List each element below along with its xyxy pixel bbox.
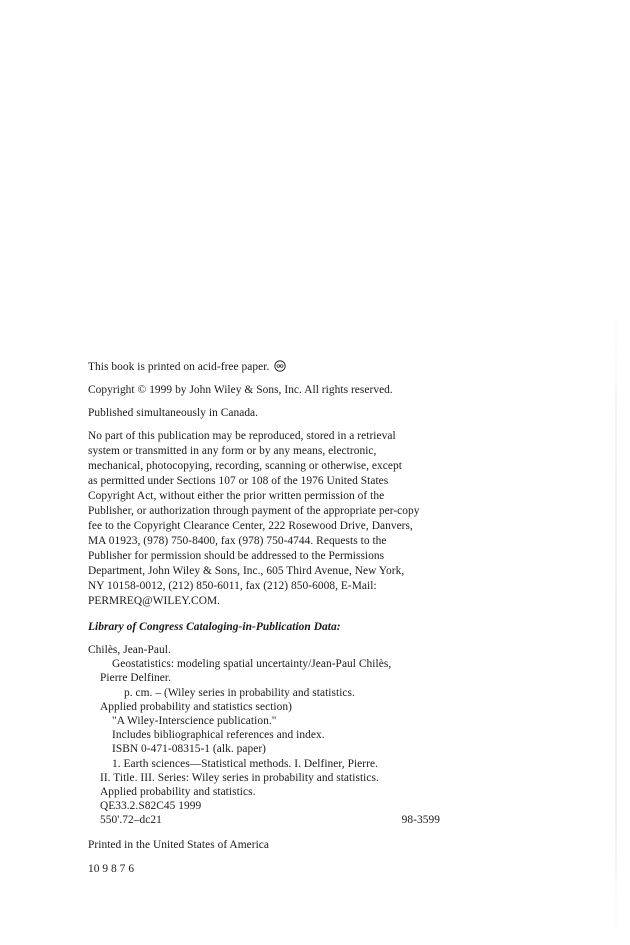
permissions-line: PERMREQ@WILEY.COM. xyxy=(88,595,221,607)
cip-line: Applied probability and statistics. xyxy=(100,786,256,799)
acid-free-text: This book is printed on acid-free paper. xyxy=(88,361,270,373)
cip-classification-row xyxy=(88,813,440,827)
permissions-line: MA 01923, (978) 750-8400, fax (978) 750-4744. Requests to the xyxy=(88,535,387,547)
permissions-line: No part of this publication may be reproduced, stored in a retrieval xyxy=(88,430,396,442)
permissions-line: system or transmitted in any form or by any means, electronic, xyxy=(88,445,377,457)
copyright-text: 1999 by John Wiley & Sons, Inc. All rights reserved. xyxy=(149,384,393,396)
printing-numbers: 10 9 8 7 6 xyxy=(88,863,135,875)
copyright-statement xyxy=(88,383,458,398)
page-edge-shadow xyxy=(615,300,617,940)
infinity-circle-icon xyxy=(274,360,286,377)
cip-heading: Library of Congress Cataloging-in-Publication Data: xyxy=(88,621,341,633)
cip-line: "A Wiley-Interscience publication." xyxy=(112,715,277,728)
cip-line: 1. Earth sciences—Statistical methods. I. Delfiner, Pierre. xyxy=(112,757,378,770)
permissions-paragraph xyxy=(88,429,458,609)
published-statement xyxy=(88,406,458,421)
cip-line: Pierre Delfiner. xyxy=(100,672,172,685)
permissions-line: Copyright Act, without either the prior written permission of the xyxy=(88,490,385,502)
acid-free-statement xyxy=(88,360,458,377)
printed-in-statement xyxy=(88,838,458,853)
cip-line: p. cm. – (Wiley series in probability and statistics. xyxy=(124,686,355,699)
published-text: Published simultaneously in Canada. xyxy=(88,407,259,419)
cip-line: Chilès, Jean-Paul. xyxy=(88,644,171,656)
permissions-line: NY 10158-0012, (212) 850-6011, fax (212) 850-6008, E-Mail: xyxy=(88,580,377,592)
cip-line: Geostatistics: modeling spatial uncertainty/Jean-Paul Chilès, xyxy=(112,658,392,671)
cip-line: ISBN 0-471-08315-1 (alk. paper) xyxy=(112,743,267,756)
permissions-line: mechanical, photocopying, recording, scanning or otherwise, except xyxy=(88,460,402,472)
permissions-line: Publisher, or authorization through payment of the appropriate per-copy xyxy=(88,505,420,517)
copyright-prefix: Copyright xyxy=(88,384,135,396)
cip-data xyxy=(88,643,458,828)
cip-line: II. Title. III. Series: Wiley series in probability and statistics. xyxy=(100,771,379,784)
printing-number-line xyxy=(88,862,458,877)
cip-line: Includes bibliographical references and index. xyxy=(112,729,325,742)
permissions-line: Publisher for permission should be addressed to the Permissions xyxy=(88,550,385,562)
cip-lccn: 98-3599 xyxy=(401,814,440,827)
permissions-line: Department, John Wiley & Sons, Inc., 605 Third Avenue, New York, xyxy=(88,565,405,577)
permissions-line: fee to the Copyright Clearance Center, 222 Rosewood Drive, Danvers, xyxy=(88,520,413,532)
cip-line: Applied probability and statistics section) xyxy=(100,700,292,713)
permissions-line: as permitted under Sections 107 or 108 of the 1976 United States xyxy=(88,475,389,487)
copyright-symbol: © xyxy=(137,384,147,396)
cip-heading-block xyxy=(88,620,458,635)
printed-in-text: Printed in the United States of America xyxy=(88,839,269,851)
cip-classification: 550'.72–dc21 xyxy=(100,814,162,827)
cip-line: QE33.2.S82C45 1999 xyxy=(100,800,202,813)
